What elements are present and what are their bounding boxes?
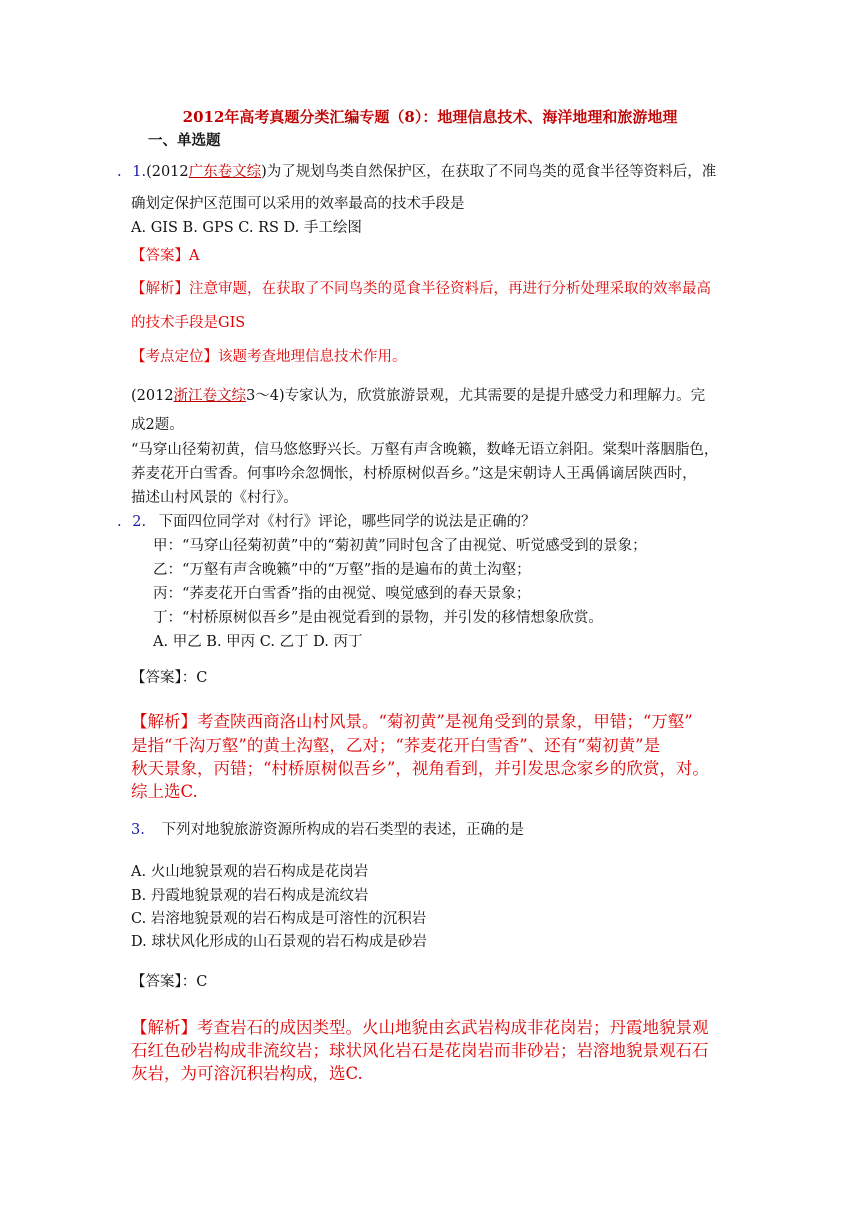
question-stem-continued: 确划定保护区范围可以采用的效率最高的技术手段是 (131, 196, 465, 212)
question-number: 3. (131, 822, 145, 838)
statement-item: 丁：“村桥原树似吾乡”是由视觉看到的景物，并引发的移情想象欣赏。 (153, 610, 603, 626)
question-stem: 下面四位同学对《村行》评论，哪些同学的说法是正确的？ (158, 514, 536, 530)
source-rest: 3～4)专家认为，欣赏旅游景观，尤其需要的是提升感受力和理解力。完 (246, 388, 706, 404)
source-link-zhejiang[interactable]: 浙江卷文综 (173, 388, 247, 404)
document-title: 2012年高考真题分类汇编专题（8）：地理信息技术、海洋地理和旅游地理 (182, 108, 678, 126)
source-link-guangdong[interactable]: 广东卷文综 (188, 164, 262, 180)
analysis-line: 综上选C. (131, 782, 198, 801)
source-year: (2012 (131, 388, 174, 404)
analysis-line: 石红色砂岩构成非流纹岩；球状风化岩石是花岗岩而非砂岩；岩溶地貌景观石石 (131, 1041, 709, 1060)
option-item: C. 岩溶地貌景观的岩石构成是可溶性的沉积岩 (131, 911, 427, 927)
option-item: B. 丹霞地貌景观的岩石构成是流纹岩 (131, 888, 369, 904)
answer: 【答案】：C (131, 974, 208, 990)
paragraph-marker: . (117, 514, 122, 530)
paragraph-marker: . (117, 164, 122, 180)
statement-item: 丙：“荞麦花开白雪香”指的由视觉、嗅觉感到的春天景象； (153, 586, 531, 602)
section-heading: 一、单选题 (148, 132, 221, 149)
question-stem: 为了规划鸟类自然保护区，在获取了不同鸟类的觅食半径等资料后，准 (266, 164, 717, 180)
analysis-line: 秋天景象，丙错；“村桥原树似吾乡”，视角看到，并引发思念家乡的欣赏，对。 (131, 759, 709, 778)
analysis-line: 是指“千沟万壑”的黄土沟壑，乙对；“荞麦花开白雪香”、还有“菊初黄”是 (131, 736, 661, 755)
question-number: 2. (132, 514, 147, 530)
analysis-line: 【解析】考查陕西商洛山村风景。“菊初黄”是视角受到的景象，甲错；“万壑” (131, 712, 693, 731)
option-item: D. 球状风化形成的山石景观的岩石构成是砂岩 (131, 934, 427, 950)
poem-line-1: “马穿山径菊初黄，信马悠悠野兴长。万壑有声含晚籁，数峰无语立斜阳。棠梨叶落胭脂色， (131, 442, 719, 458)
question-1-line-1 (117, 160, 716, 181)
poem-line-2: 荞麦花开白雪香。何事吟余忽惆怅，村桥原树似吾乡。”这是宋朝诗人王禹偁谪居陕西时， (131, 466, 697, 482)
question-stem: 下列对地貌旅游资源所构成的岩石类型的表述，正确的是 (161, 822, 524, 838)
source-year: (2012 (146, 164, 189, 180)
analysis-continued: 的技术手段是GIS (131, 315, 246, 331)
answer: 【答案】：C (131, 670, 208, 686)
statement-item: 乙：“万壑有声含晚籁”中的“万壑”指的是遍布的黄土沟壑； (153, 562, 531, 578)
analysis: 【解析】注意审题，在获取了不同鸟类的觅食半径资料后，再进行分析处理采取的效率最高 (131, 281, 711, 297)
answer: 【答案】A (131, 248, 200, 264)
question-number: 1. (132, 164, 147, 180)
poem-line-3: 描述山村风景的《村行》。 (131, 490, 298, 506)
option-item: A. 火山地貌景观的岩石构成是花岗岩 (131, 864, 369, 880)
question-options: A. 甲乙 B. 甲丙 C. 乙丁 D. 丙丁 (153, 634, 363, 650)
analysis-line: 灰岩，为可溶沉积岩构成，选C. (131, 1064, 363, 1083)
group-intro-line-2: 成2题。 (131, 417, 184, 433)
analysis-line: 【解析】考查岩石的成因类型。火山地貌由玄武岩构成非花岗岩；丹霞地貌景观 (131, 1018, 709, 1037)
source-close: ) (261, 164, 267, 180)
statement-item: 甲：“马穿山径菊初黄”中的“菊初黄”同时包含了由视觉、听觉感受到的景象； (153, 538, 647, 554)
question-2-line (117, 510, 536, 531)
question-options: A. GIS B. GPS C. RS D. 手工绘图 (131, 220, 362, 236)
key-point: 【考点定位】该题考查地理信息技术作用。 (131, 349, 407, 365)
question-3-line (131, 818, 524, 839)
group-intro-line-1 (131, 384, 705, 405)
